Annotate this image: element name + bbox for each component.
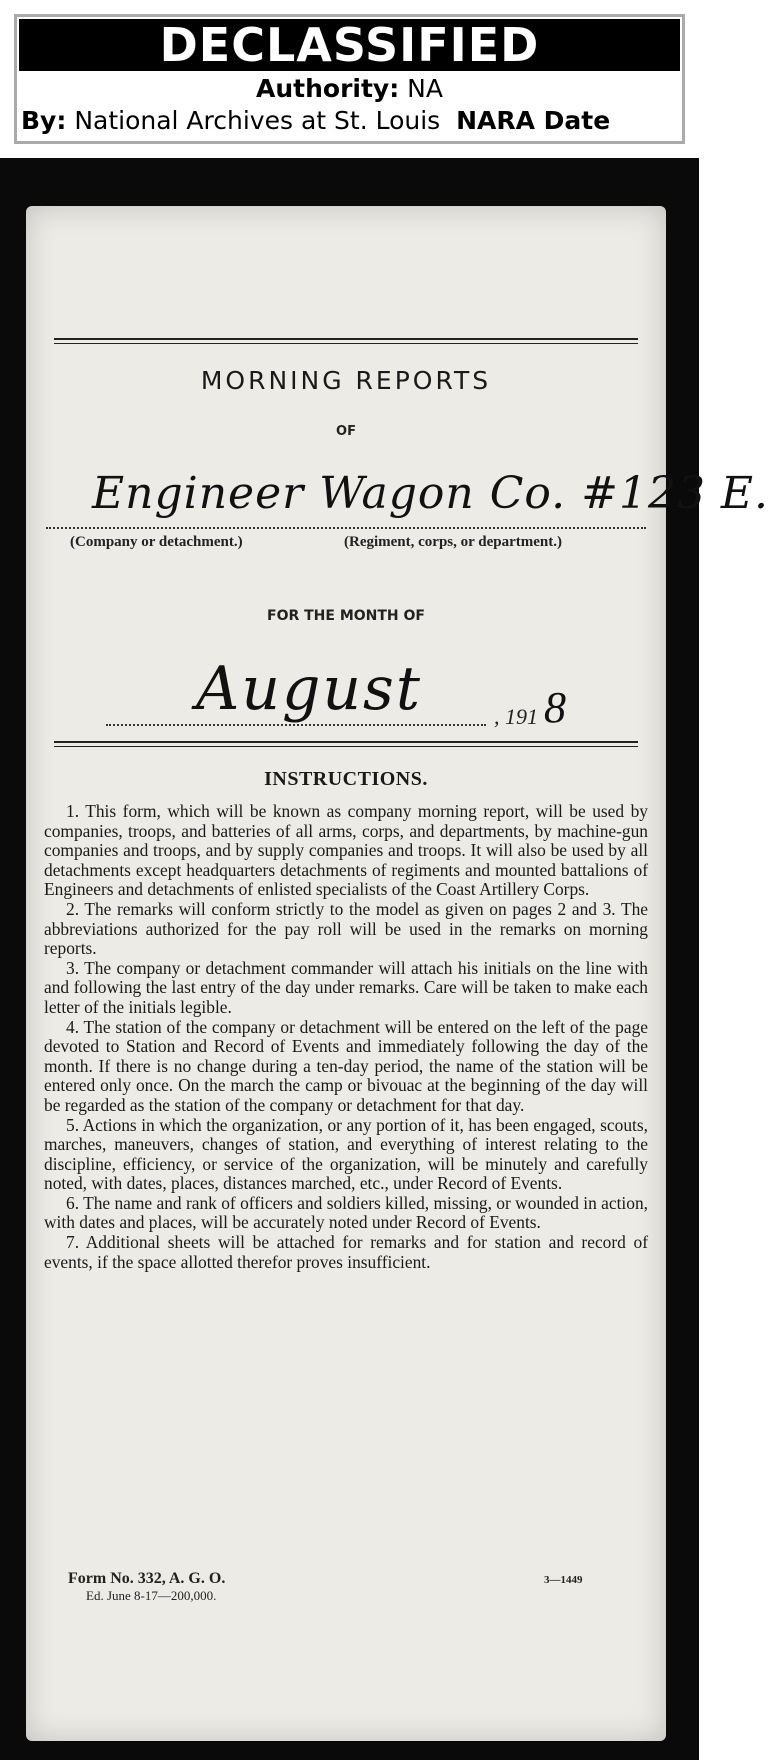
instruction-1: 1. This form, which will be known as company morning report, will be used by companies, troops, and batteries of all arms, corps, and departments, by machine-gun companies and troops, and by supply companies and troops. It will also be used by all detachments except headquarters detachments of regiments and mounted battalions of Engineers and detachments of enlisted specialists of the Coast Artillery Corps. bbox=[44, 801, 648, 900]
form-edition: Ed. June 8-17—200,000. bbox=[86, 1588, 217, 1603]
instruction-6: 6. The name and rank of officers and soldiers killed, missing, or wounded in action, with dates and places, will be accurately noted under Record of Events. bbox=[44, 1192, 648, 1233]
declassified-title: DECLASSIFIED bbox=[19, 19, 680, 71]
by-label: By: bbox=[21, 106, 67, 135]
middle-rule-thin bbox=[54, 746, 638, 747]
year-printed: , 191 bbox=[494, 704, 538, 729]
company-dotted-line bbox=[46, 527, 646, 529]
form-number: Form No. 332, A. G. O. bbox=[68, 1570, 226, 1587]
instruction-2: 2. The remarks will conform strictly to the model as given on pages 2 and 3. The abbreviations authorized for the pay roll will be used in the remarks on morning reports. bbox=[44, 898, 648, 959]
scanned-document bbox=[0, 158, 769, 1760]
regiment-label: (Regiment, corps, or department.) bbox=[344, 534, 563, 550]
middle-rule bbox=[54, 741, 638, 743]
top-rule-thin bbox=[54, 343, 638, 344]
instructions-title: INSTRUCTIONS. bbox=[264, 768, 428, 790]
month-handwritten: August bbox=[196, 654, 422, 724]
month-dotted-line bbox=[106, 724, 486, 726]
by-line bbox=[17, 105, 682, 137]
company-handwritten: Engineer Wagon Co. #123 E. bbox=[92, 468, 769, 519]
instruction-4: 4. The station of the company or detachment will be entered on the left of the page devoted to Station and Record of Events and immediately following the day of the month. If there is no change during a ten-day period, the name of the station will be entered only once. On the march the camp or bivouac at the beginning of the day will be regarded as the station of the company or detachment for that day. bbox=[44, 1016, 648, 1115]
of-label: OF bbox=[336, 424, 356, 439]
authority-line bbox=[17, 73, 682, 105]
year-handwritten: 8 bbox=[544, 683, 566, 732]
top-rule bbox=[54, 338, 638, 340]
by-value: National Archives at St. Louis bbox=[74, 106, 441, 135]
month-caption: FOR THE MONTH OF bbox=[267, 608, 425, 624]
form-title: MORNING REPORTS bbox=[200, 366, 492, 395]
instruction-7: 7. Additional sheets will be attached for remarks and for station and record of events, if the space allotted therefor proves insufficient. bbox=[44, 1232, 648, 1272]
company-label: (Company or detachment.) bbox=[70, 534, 243, 550]
date-label: NARA Date bbox=[456, 106, 611, 135]
declassified-banner bbox=[14, 14, 685, 144]
instruction-5: 5. Actions in which the organization, or any portion of it, has been engaged, scouts, marches, maneuvers, changes of station, and everything of interest relating to the discipline, efficiency, or service of the organization, will be minutely and carefully noted, with dates, places, distances marched, etc., under Record of Events. bbox=[44, 1114, 648, 1194]
authority-label: Authority: bbox=[256, 74, 400, 103]
instructions-body bbox=[44, 802, 648, 1272]
instruction-3: 3. The company or detachment commander will attach his initials on the line with and following the last entry of the day under remarks. Care will be taken to make each letter of the initials legible. bbox=[44, 957, 648, 1017]
authority-value: NA bbox=[407, 74, 443, 103]
form-sheet bbox=[26, 206, 769, 1741]
print-code: 3—1449 bbox=[544, 1574, 583, 1586]
